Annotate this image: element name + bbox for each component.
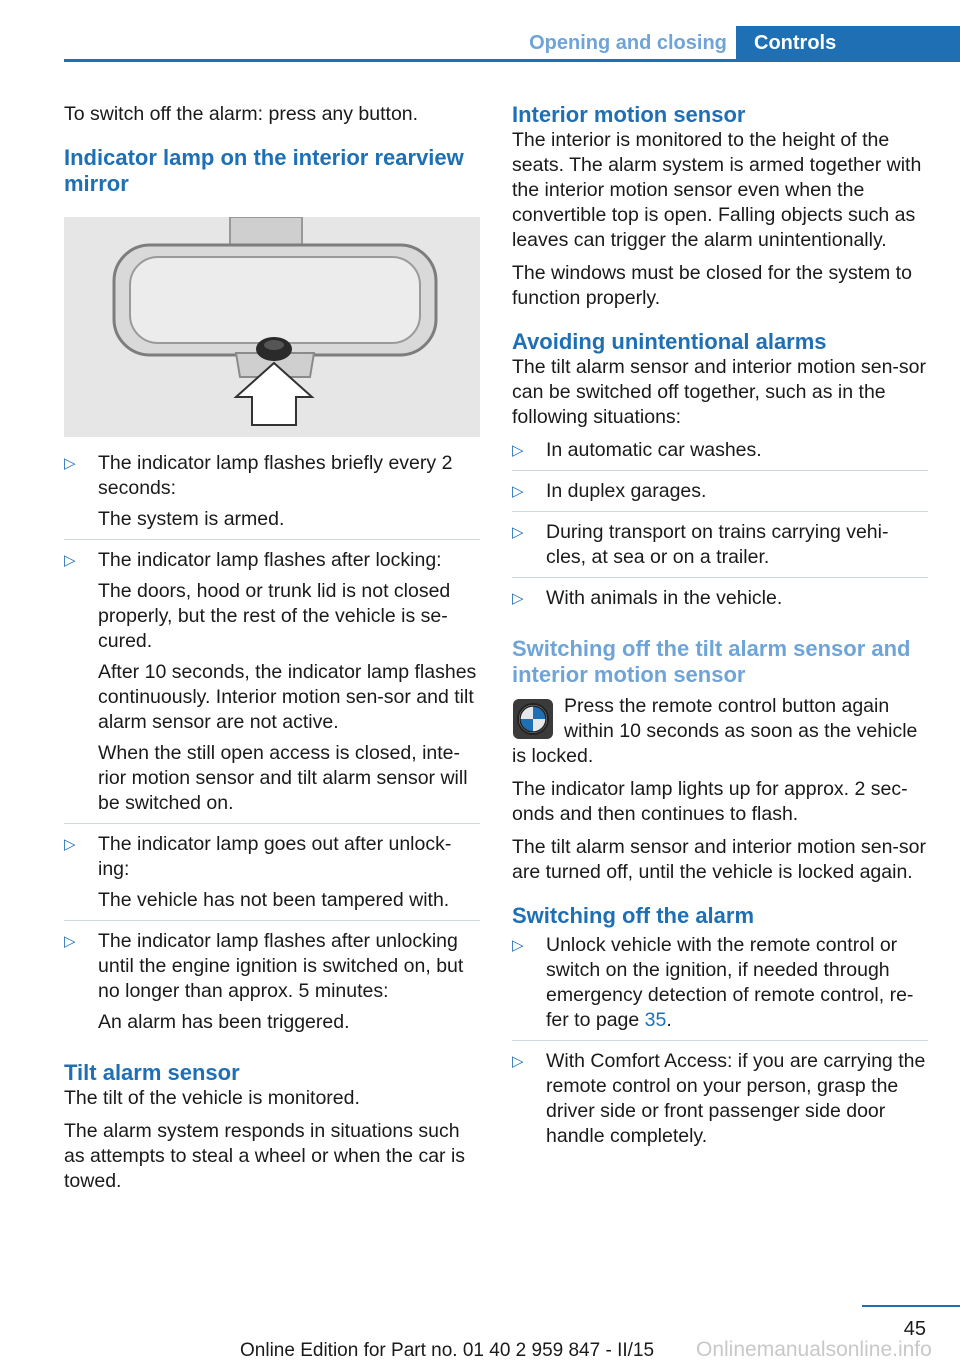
motion-heading: Interior motion sensor xyxy=(512,102,746,127)
bullet-text: The doors, hood or trunk lid is not closed properly, but the rest of the vehicle is se‐cured. xyxy=(98,580,451,652)
alarm-list xyxy=(512,933,928,1156)
bullet-text: After 10 seconds, the indicator lamp flashes continuously. Interior motion sen‐sor and tilt alarm sensor are not active. xyxy=(98,661,477,733)
bullet-text: In automatic car washes. xyxy=(546,439,762,461)
footer-rule xyxy=(862,1305,960,1307)
switchoff-text: The indicator lamp lights up for approx. 2 sec‐onds and then continues to flash. xyxy=(512,778,908,825)
edition-text: Online Edition for Part no. 01 40 2 959 847 - II/15 xyxy=(240,1340,655,1361)
switchoff-text: Press the remote control button again within 10 seconds as soon as the vehicle is locked. xyxy=(512,695,918,767)
rearview-mirror-image xyxy=(64,217,480,437)
list-item xyxy=(512,479,928,512)
page-number: 45 xyxy=(903,1318,926,1340)
bullet-text xyxy=(546,933,928,1033)
switchoff-block xyxy=(512,694,928,769)
triangle-bullet-icon: ▷ xyxy=(64,455,76,472)
bullet-text: The system is armed. xyxy=(98,508,285,530)
bullet-text: When the still open access is closed, inte‐rior motion sensor and tilt alarm sensor will be switched on. xyxy=(98,742,468,814)
bullet-text-end: . xyxy=(666,1009,672,1031)
triangle-bullet-icon: ▷ xyxy=(512,1053,524,1070)
page-header xyxy=(0,0,960,62)
bullet-text: The indicator lamp flashes briefly every 2 seconds: xyxy=(98,452,453,499)
switchoff-text: The tilt alarm sensor and interior motion sen‐sor are turned off, until the vehicle is locked again. xyxy=(512,836,927,883)
alarm-heading: Switching off the alarm xyxy=(512,903,755,928)
bullet-text: The indicator lamp flashes after locking: xyxy=(98,549,442,571)
list-item xyxy=(64,832,480,921)
list-item xyxy=(64,451,480,540)
list-item xyxy=(512,438,928,471)
avoid-text: The tilt alarm sensor and interior motion sen‐sor can be switched off together, such as in the following situations: xyxy=(512,356,927,428)
intro-text: To switch off the alarm: press any button. xyxy=(64,103,419,125)
triangle-bullet-icon: ▷ xyxy=(512,590,524,607)
list-item xyxy=(512,520,928,578)
triangle-bullet-icon: ▷ xyxy=(512,937,524,954)
list-item xyxy=(64,548,480,824)
list-item xyxy=(512,933,928,1041)
bullet-text: In duplex garages. xyxy=(546,480,707,502)
triangle-bullet-icon: ▷ xyxy=(64,836,76,853)
bullet-text: During transport on trains carrying vehi‐cles, at sea or on a trailer. xyxy=(546,521,889,568)
bullet-text: With animals in the vehicle. xyxy=(546,587,783,609)
tilt-text: The tilt of the vehicle is monitored. xyxy=(64,1087,360,1109)
page-link[interactable]: 35 xyxy=(644,1009,667,1031)
list-item xyxy=(512,1049,928,1156)
tilt-heading: Tilt alarm sensor xyxy=(64,1060,240,1085)
triangle-bullet-icon: ▷ xyxy=(64,552,76,569)
bullet-text: The vehicle has not been tampered with. xyxy=(98,889,450,911)
bullet-text-span: Unlock vehicle with the remote control or switch on the ignition, if needed through emergency detection of remote control, re‐fer to page xyxy=(546,934,914,1031)
bullet-text: The indicator lamp flashes after unlocking until the engine ignition is switched on, but no longer than approx. 5 minutes: xyxy=(98,930,464,1002)
triangle-bullet-icon: ▷ xyxy=(512,524,524,541)
triangle-bullet-icon: ▷ xyxy=(512,483,524,500)
triangle-bullet-icon: ▷ xyxy=(512,442,524,459)
section-tab[interactable]: Opening and closing xyxy=(529,32,727,54)
header-rule xyxy=(64,59,960,62)
list-item xyxy=(64,929,480,1042)
remote-key-icon xyxy=(512,698,554,740)
left-column xyxy=(64,102,480,1202)
avoid-heading: Avoiding unintentional alarms xyxy=(512,329,827,354)
motion-text: The interior is monitored to the height of the seats. The alarm system is armed together with the interior motion sensor even when the convertible top is open. Falling objects such as leaves can trigger the alarm unintentionally. xyxy=(512,129,922,251)
motion-text: The windows must be closed for the system to function properly. xyxy=(512,262,912,309)
current-tab[interactable]: Controls xyxy=(736,26,960,62)
list-item xyxy=(512,586,928,618)
switchoff-heading: Switching off the tilt alarm sensor and interior motion sensor xyxy=(512,636,911,687)
triangle-bullet-icon: ▷ xyxy=(64,933,76,950)
right-column xyxy=(512,102,928,1164)
bullet-text: An alarm has been triggered. xyxy=(98,1011,350,1033)
avoid-list xyxy=(512,438,928,618)
bullet-text: With Comfort Access: if you are carrying the remote control on your person, grasp the driver side or front passenger side door handle completely. xyxy=(546,1050,926,1147)
tilt-text: The alarm system responds in situations such as attempts to steal a wheel or when the car is towed. xyxy=(64,1120,466,1192)
watermark: Onlinemanualsonline.info xyxy=(696,1338,932,1361)
indicator-heading: Indicator lamp on the interior rearview mirror xyxy=(64,145,464,196)
indicator-list xyxy=(64,451,480,1042)
bullet-text: The indicator lamp goes out after unlock‐ing: xyxy=(98,833,452,880)
